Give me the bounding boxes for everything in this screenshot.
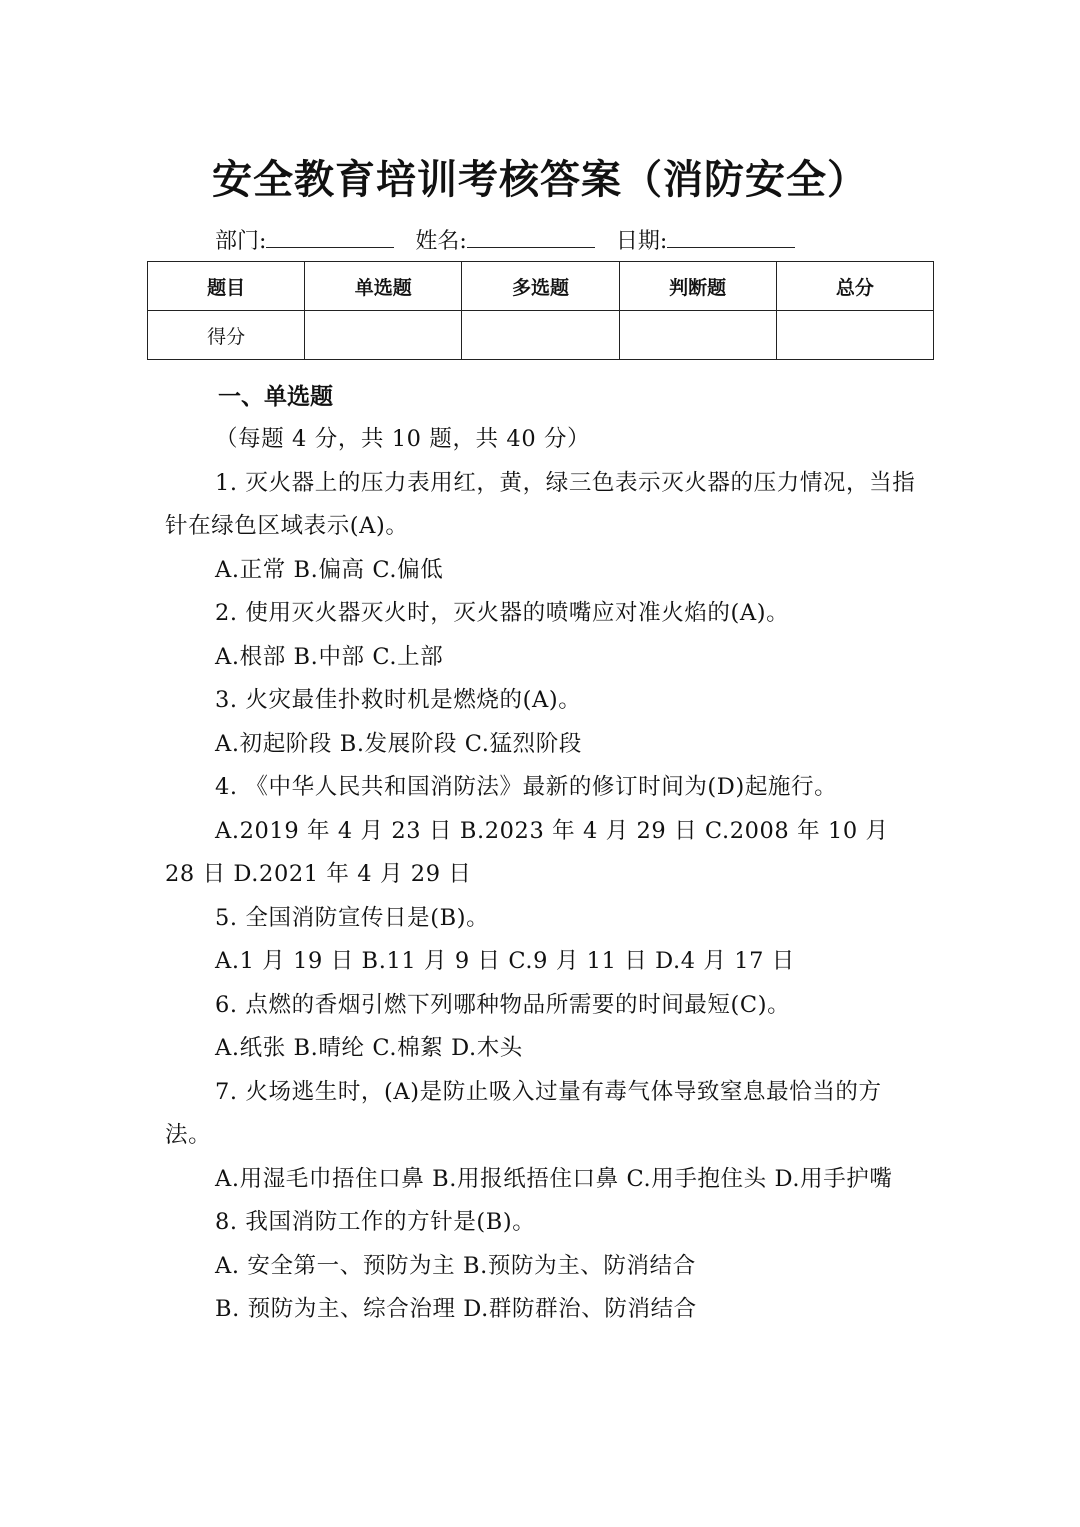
question-line: 5. 全国消防宣传日是(B)。	[215, 904, 490, 931]
answer-options: A. 安全第一、预防为主 B.预防为主、防消结合	[215, 1252, 696, 1279]
score-cell-judge[interactable]	[619, 311, 776, 360]
department-label: 部门:	[215, 229, 267, 254]
name-label: 姓名:	[415, 229, 467, 254]
score-table-row	[148, 311, 934, 360]
answer-options: B. 预防为主、综合治理 D.群防群治、防消结合	[215, 1296, 697, 1322]
section-title: 一、单选题	[218, 384, 333, 410]
answer-options: A.正常 B.偏高 C.偏低	[215, 556, 444, 583]
answer-options: A.用湿毛巾捂住口鼻 B.用报纸捂住口鼻 C.用手抱住头 D.用手护嘴	[215, 1165, 893, 1192]
question-line: 4. 《中华人民共和国消防法》最新的修订时间为(D)起施行。	[215, 774, 838, 800]
name-blank[interactable]	[467, 229, 595, 248]
score-cell-total[interactable]	[776, 311, 933, 360]
section-note: （每题 4 分，共 10 题，共 40 分）	[215, 426, 591, 452]
score-row-label: 得分	[148, 311, 305, 360]
answer-options: A.2019 年 4 月 23 日 B.2023 年 4 月 29 日 C.2008 年 10 月 28 日 D.2021 年 4 月 29 日	[165, 817, 889, 887]
score-cell-multi[interactable]	[462, 311, 619, 360]
name-field	[415, 224, 594, 255]
question-line: 7. 火场逃生时，(A)是防止吸入过量有毒气体导致窒息最恰当的方法。	[165, 1078, 882, 1148]
score-table	[147, 261, 934, 360]
score-cell-single[interactable]	[305, 311, 462, 360]
answer-options: A.初起阶段 B.发展阶段 C.猛烈阶段	[215, 730, 582, 757]
question-line: 8. 我国消防工作的方针是(B)。	[215, 1209, 536, 1235]
score-header-cell: 总分	[776, 262, 933, 311]
department-field	[215, 224, 394, 255]
score-header-cell: 题目	[148, 262, 305, 311]
department-blank[interactable]	[266, 229, 394, 248]
score-header-cell: 多选题	[462, 262, 619, 311]
question-line: 1. 灭火器上的压力表用红，黄，绿三色表示灭火器的压力情况，当指针在绿色区域表示(A)。	[165, 469, 916, 539]
answer-options: A.根部 B.中部 C.上部	[215, 643, 444, 670]
score-header-cell: 判断题	[619, 262, 776, 311]
answer-options: A.1 月 19 日 B.11 月 9 日 C.9 月 11 日 D.4 月 17 日	[215, 948, 795, 974]
score-table-header-row	[148, 262, 934, 311]
date-field	[616, 224, 795, 255]
score-header-cell: 单选题	[305, 262, 462, 311]
question-line: 6. 点燃的香烟引燃下列哪种物品所需要的时间最短(C)。	[215, 991, 791, 1018]
question-line: 3. 火灾最佳扑救时机是燃烧的(A)。	[215, 687, 582, 713]
answer-options: A.纸张 B.晴纶 C.棉絮 D.木头	[215, 1035, 523, 1061]
date-label: 日期:	[615, 229, 668, 254]
page-title: 安全教育培训考核答案（消防安全）	[212, 157, 868, 203]
date-blank[interactable]	[667, 229, 795, 248]
info-line	[215, 224, 809, 255]
question-line: 2. 使用灭火器灭火时，灭火器的喷嘴应对准火焰的(A)。	[215, 600, 790, 626]
question-body	[165, 418, 925, 1332]
